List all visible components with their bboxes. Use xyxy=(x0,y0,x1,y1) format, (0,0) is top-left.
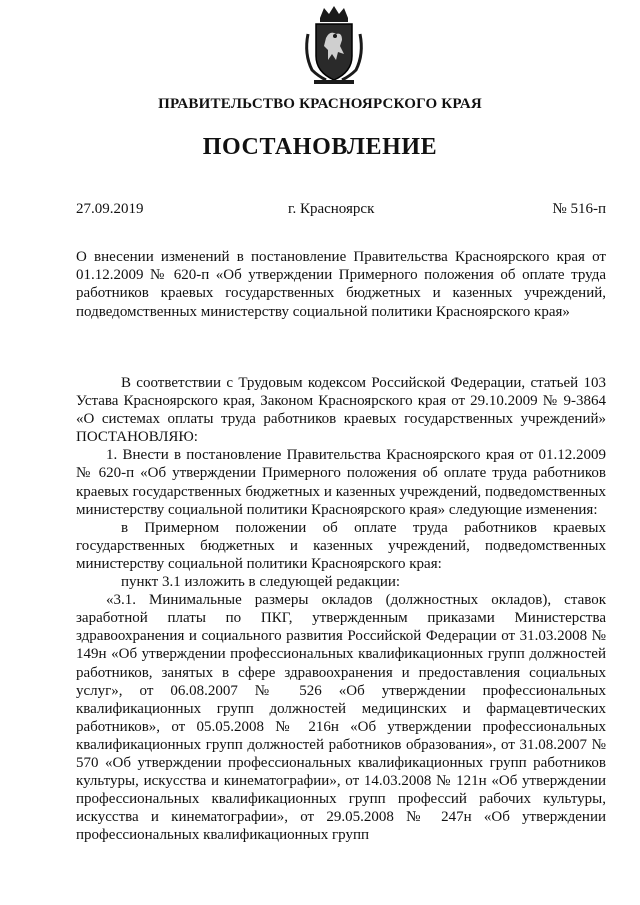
body-paragraph-4: пункт 3.1 изложить в следующей редакции: xyxy=(121,574,401,591)
document-date: 27.09.2019 xyxy=(76,201,144,217)
document-type-title: ПОСТАНОВЛЕНИЕ xyxy=(202,134,438,160)
document-meta xyxy=(76,201,606,221)
body-paragraph-1: В соответствии с Трудовым кодексом Российской Федерации, статьей 103 Устава Красноярского края, Законом Красноярского края от 29.10.2009 № 9-3864 «О системах оплаты труда работников краевых государственных учреждений» ПОСТАНОВЛЯЮ: xyxy=(76,375,606,446)
coat-of-arms-icon xyxy=(302,4,366,86)
body-paragraph-2: 1. Внести в постановление Правительства Красноярского края от 01.12.2009 № 620-п «Об утверждении Примерного положения об оплате труда работников краевых государственных бюджетных и казенных учреждений, подведомственных министерству социальной политики Красноярского края» следующие изменения: xyxy=(76,447,606,518)
document-city: г. Красноярск xyxy=(288,201,375,217)
document-number: № 516-п xyxy=(552,201,606,217)
body-paragraph-3: в Примерном положении об оплате труда работников краевых государственных бюджетных и казенных учреждений, подведомственных министерству социальной политики Красноярского края: xyxy=(76,519,606,572)
document-subject: О внесении изменений в постановление Правительства Красноярского края от 01.12.2009 № 620-п «Об утверждении Примерного положения об оплате труда работников краевых государственных бюджетных и казенных учреждений, подведомственных министерству социальной политики Красноярского края» xyxy=(76,249,606,320)
government-title: ПРАВИТЕЛЬСТВО КРАСНОЯРСКОГО КРАЯ xyxy=(158,96,482,112)
document-body xyxy=(76,374,606,844)
body-paragraph-5: «3.1. Минимальные размеры окладов (должностных окладов), ставок заработной платы по ПКГ, утвержденным приказами Министерства здравоохранения и социального развития Российской Федерации от 31.03.2008 № 149н «Об утверждении профессиональных квалификационных групп должностей работников, занятых в сфере здравоохранения и предоставления социальных услуг», от 06.08.2007 № 526 «Об утверждении профессиональных квалификационных групп должностей медицинских и фармацевтических работников», от 05.05.2008 № 216н «Об утверждении профессиональных квалификационных групп должностей работников образования», от 31.08.2007 № 570 «Об утверждении профессиональных квалификационных групп работников культуры, искусства и кинематографии», от 14.03.2008 № 121н «Об утверждении профессиональных квалификационных групп профессий рабочих культуры, искусства и кинематографии», от 29.05.2008 № 247н «Об утверждении профессиональных квалификационных групп xyxy=(76,592,606,844)
